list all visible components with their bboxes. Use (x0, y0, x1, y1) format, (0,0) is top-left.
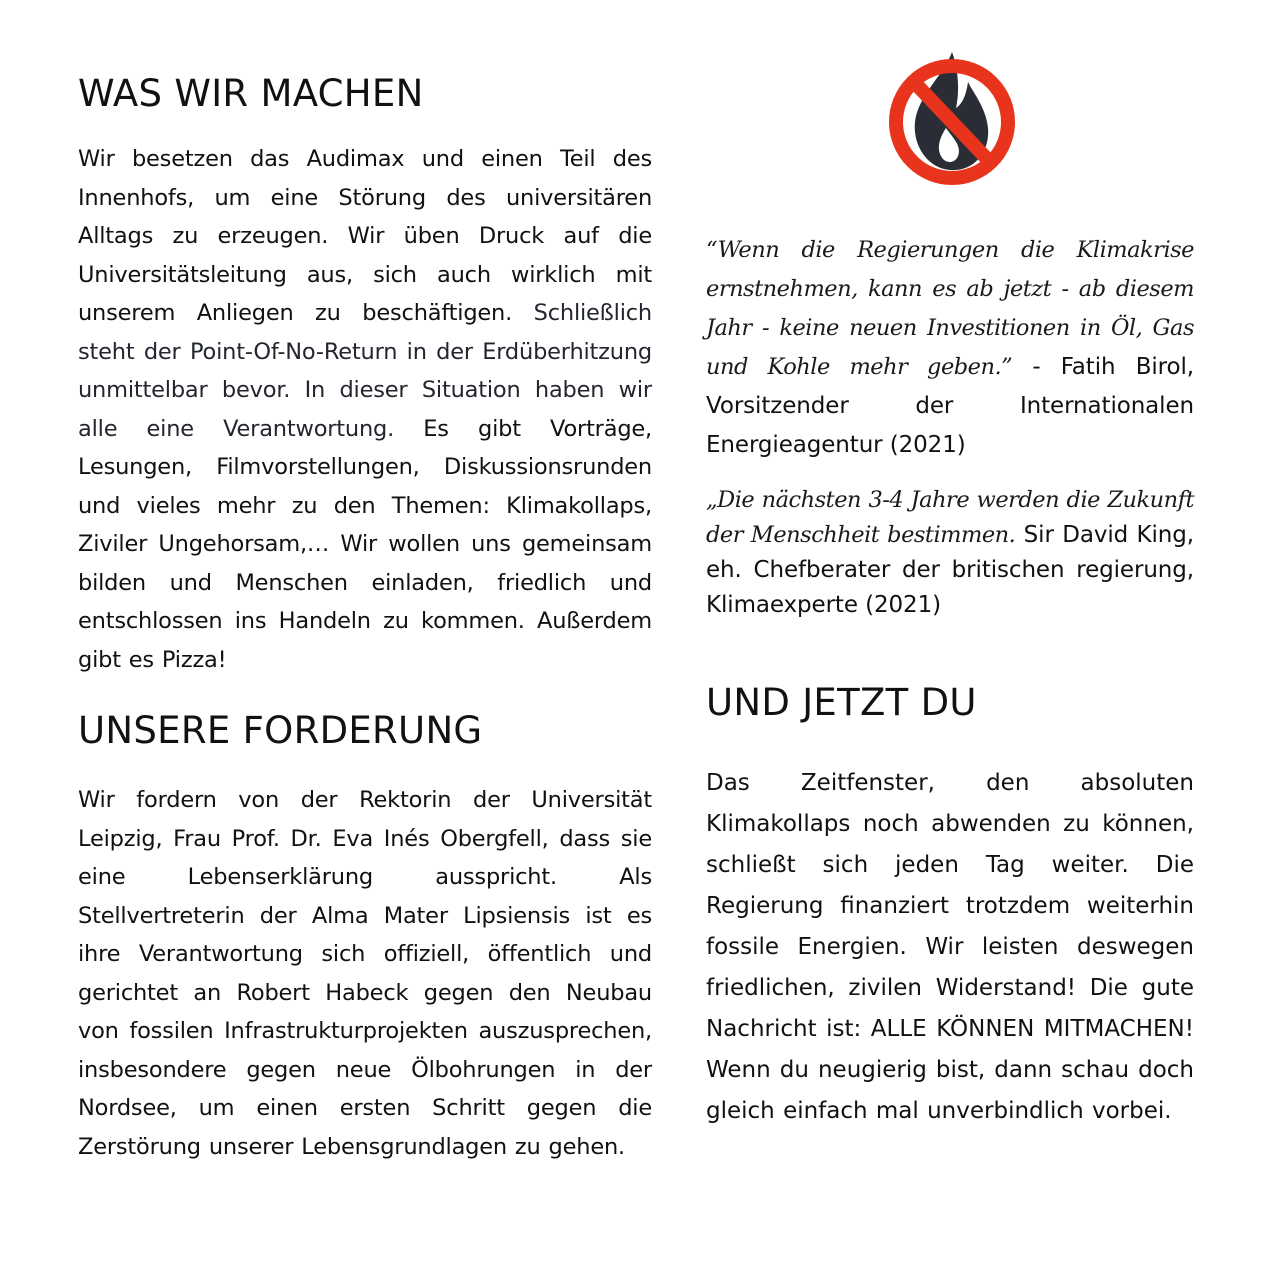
paragraph-part-1: Wir besetzen das Audimax und einen Teil des Innenhofs, um eine Störung des universitären Alltags zu erzeugen. Wir üben Druck auf die Universitätsleitung aus, sich auch wirklich mit unserem Anliegen zu beschäftigen. (78, 146, 652, 326)
section-was-wir-machen (78, 70, 652, 679)
section-und-jetzt-du (706, 679, 1194, 1132)
no-fossil-fuel-icon (882, 44, 1022, 189)
paragraph-part-2: Schließlich steht der Point-Of-No-Return in der Erdüberhitzung unmittelbar bevor. In dieser Situation haben wir alle eine Verantwortung. (78, 300, 652, 442)
paragraph-part-3: Es gibt Vorträge, Lesungen, Filmvorstellungen, Diskussionsrunden und vieles mehr zu den Themen: Klimakollaps, Ziviler Ungehorsam,… Wir wollen uns gemeinsam bilden und Menschen einladen, friedlich und entschlossen ins Handeln zu kommen. Außerdem gibt es Pizza! (78, 415, 653, 673)
paragraph-unsere-forderung: Wir fordern von der Rektorin der Universität Leipzig, Frau Prof. Dr. Eva Inés Obergfell, dass sie eine Lebenserklärung ausspricht. Als Stellvertreterin der Alma Mater Lipsiensis ist es ihre Verantwortung sich offiziell, öffentlich und gerichtet an Robert Habeck gegen den Neubau von fossilen Infrastrukturprojekten auszusprechen, insbesondere gegen neue Ölbohrungen in der Nordsee, um einen ersten Schritt gegen die Zerstörung unserer Lebensgrundlagen zu gehen. (78, 787, 652, 1160)
quote-text: „Die nächsten 3-4 Jahre werden die Zukunft der Menschheit bestimmen. (706, 487, 1194, 548)
heading-was-wir-machen: WAS WIR MACHEN (78, 72, 424, 115)
quote-david-king (706, 483, 1194, 623)
paragraph-und-jetzt-du: Das Zeitfenster, den absoluten Klimakollaps noch abwenden zu können, schließt sich jeden Tag weiter. Die Regierung finanziert trotzdem weiterhin fossile Energien. Wir leisten deswegen friedlichen, zivilen Widerstand! Die gute Nachricht ist: ALLE KÖNNEN MITMACHEN! Wenn du neugierig bist, dann schau doch gleich einfach mal unverbindlich vorbei. (706, 770, 1194, 1124)
section-unsere-forderung (78, 707, 652, 1166)
left-column (78, 70, 652, 1166)
quote-attribution: Sir David King, eh. Chefberater der britischen regierung, Klimaexperte (2021) (706, 522, 1194, 618)
paragraph-was-wir-machen (78, 140, 652, 679)
quote-attribution: - Fatih Birol, Vorsitzender der Internationalen Energieagentur (2021) (706, 354, 1194, 458)
right-column (706, 40, 1194, 1132)
heading-und-jetzt-du: UND JETZT DU (706, 681, 977, 724)
quote-text: “Wenn die Regierungen die Klimakrise ernstnehmen, kann es ab jetzt - ab diesem Jahr - keine neuen Investitionen in Öl, Gas und Kohle mehr geben.” (706, 237, 1194, 380)
quote-fatih-birol (706, 231, 1194, 465)
heading-unsere-forderung: UNSERE FORDERUNG (78, 709, 483, 752)
